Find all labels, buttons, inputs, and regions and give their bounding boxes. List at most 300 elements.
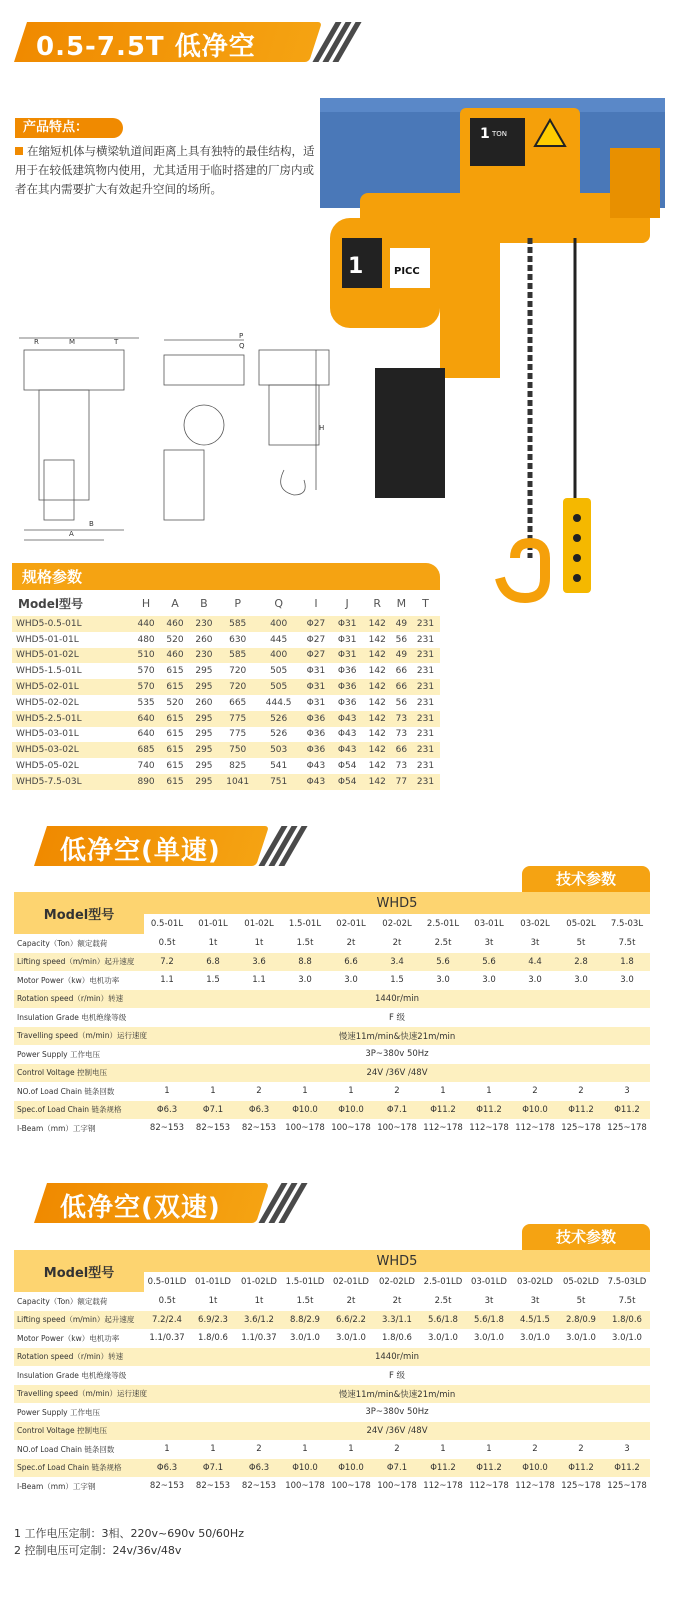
tech-value-cell: 82~153	[195, 1123, 231, 1134]
title-banner-dual-speed	[34, 1183, 294, 1223]
spec-value-cell: Φ31	[306, 697, 326, 708]
spec-model-cell: WHD5-01-01L	[16, 634, 79, 645]
tech-row	[14, 1008, 650, 1027]
tech-value-cell: 5.6	[420, 953, 466, 972]
spec-value-cell: 56	[395, 634, 408, 645]
spec-header-model: Model型号	[18, 596, 84, 611]
spec-value-cell: 541	[270, 761, 288, 772]
model-name-cell: 02-01LD	[328, 1272, 374, 1292]
tech-value-cell: 3.0/1.0	[428, 1333, 458, 1344]
feature-description: 在缩短机体与横梁轨道间距离上具有独特的最佳结构，适用于在较低建筑物内使用，尤其适用于临时搭建的厂房内或者在其内需要扩大有效起升空间的场所。	[15, 144, 315, 196]
tech-row-label: Spec.of Load Chain 链条规格	[14, 1101, 144, 1120]
tech-row	[14, 1101, 650, 1120]
tech-value-cell: 1.1/0.37	[149, 1333, 185, 1344]
spec-value-cell: Φ54	[337, 761, 357, 772]
tech-row-label: Rotation speed（r/min）转速	[14, 990, 144, 1009]
model-name-cell: 0.5-01LD	[144, 1272, 190, 1292]
tech-row	[14, 1292, 650, 1311]
tech-table-dual	[14, 1250, 650, 1496]
tech-value-cell: 112~178	[469, 1123, 509, 1134]
tech-value-cell: 1t	[254, 1296, 264, 1307]
tech-value-cell: 112~178	[423, 1123, 463, 1134]
svg-text:P: P	[239, 332, 244, 340]
spec-value-cell: 49	[392, 616, 411, 632]
spec-value-cell: 142	[363, 742, 392, 758]
spec-value-cell: 751	[257, 774, 300, 790]
tech-span-value: 3P~380v 50Hz	[365, 1049, 429, 1060]
tech-value-cell: 3.3/1.1	[374, 1311, 420, 1330]
spec-value-cell: 295	[189, 711, 218, 727]
tech-span-value: 24V /36V /48V	[144, 1064, 650, 1083]
tech-value-cell: 1	[210, 1444, 216, 1455]
spec-value-cell: 440	[132, 616, 161, 632]
spec-value-cell: 56	[395, 697, 408, 708]
model-name-cell: 05-02LD	[558, 1272, 604, 1292]
spec-value-cell: Φ54	[332, 774, 363, 790]
tech-value-cell: 1	[164, 1444, 170, 1455]
tech-row	[14, 1329, 650, 1348]
tech-value-cell: 1	[164, 1086, 170, 1097]
tech-value-cell: 3.0/1.0	[566, 1333, 596, 1344]
tech-section-single	[14, 866, 650, 1136]
spec-value-cell: 142	[363, 648, 392, 664]
tech-value-cell: 6.8	[190, 953, 236, 972]
spec-value-cell: 615	[166, 761, 184, 772]
tech-value-cell: Φ10.0	[328, 1101, 374, 1120]
model-name-cell: 1.5-01LD	[282, 1272, 328, 1292]
tech-value-cell: Φ6.3	[144, 1101, 190, 1120]
spec-value-cell: Φ31	[306, 666, 326, 677]
tech-value-cell: 82~153	[241, 1123, 277, 1134]
tech-row	[14, 1064, 650, 1083]
tech-value-cell: 4.4	[512, 953, 558, 972]
tech-value-cell: 1.8	[604, 953, 650, 972]
tech-value-cell: 3.0	[436, 975, 450, 986]
spec-value-cell: 73	[395, 729, 408, 740]
model-name-cell: 02-02LD	[374, 1272, 420, 1292]
tech-table-single	[14, 892, 650, 1138]
spec-row	[12, 679, 440, 695]
spec-value-cell: 295	[195, 729, 213, 740]
feature-text	[15, 142, 315, 199]
spec-value-cell: 615	[161, 774, 190, 790]
tech-row-label: Insulation Grade 电机绝缘等级	[17, 1370, 127, 1380]
model-name-cell: 05-02L	[558, 914, 604, 934]
spec-value-cell: 750	[218, 742, 257, 758]
tech-value-cell: 1.5	[206, 975, 220, 986]
spec-header-cell: B	[200, 596, 208, 610]
tech-value-cell: Φ10.0	[282, 1101, 328, 1120]
tech-value-cell: 1	[486, 1086, 492, 1097]
tech-value-cell: Φ10.0	[512, 1459, 558, 1478]
svg-text:R: R	[34, 338, 39, 346]
hoist-product-image	[320, 98, 665, 638]
tech-value-cell: 6.6/2.2	[328, 1311, 374, 1330]
spec-value-cell: 66	[395, 666, 408, 677]
spec-value-cell: 231	[411, 774, 440, 790]
tech-value-cell: Φ6.3	[236, 1459, 282, 1478]
spec-value-cell: 142	[363, 616, 392, 632]
tech-value-cell: 100~178	[331, 1481, 371, 1492]
tech-value-cell: 3.0/1.0	[474, 1333, 504, 1344]
tech-value-cell: 2t	[346, 938, 356, 949]
spec-model-cell: WHD5-05-02L	[16, 761, 79, 772]
tech-value-cell: 3.0/1.0	[520, 1333, 550, 1344]
spec-model-cell: WHD5-03-01L	[16, 729, 79, 740]
tech-span-value: 慢速11m/min&快速21m/min	[144, 1027, 650, 1046]
model-name-cell: 01-02L	[236, 914, 282, 934]
svg-text:M: M	[69, 338, 76, 346]
tech-value-cell: 2.5t	[434, 938, 452, 949]
tech-row-label: Capacity（Ton）额定载荷	[17, 1296, 108, 1306]
spec-value-cell: 615	[161, 679, 190, 695]
model-name-cell: 01-01L	[190, 914, 236, 934]
spec-value-cell: 295	[189, 742, 218, 758]
spec-value-cell: 615	[166, 729, 184, 740]
tech-value-cell: 2.5t	[434, 1296, 452, 1307]
spec-value-cell: 231	[416, 729, 435, 740]
spec-model-cell: WHD5-03-02L	[12, 742, 132, 758]
spec-value-cell: 775	[229, 729, 247, 740]
tech-value-cell: 6.9/2.3	[190, 1311, 236, 1330]
spec-value-cell: 535	[137, 697, 155, 708]
spec-header-cell: H	[141, 596, 151, 610]
spec-value-cell: 142	[363, 774, 392, 790]
svg-text:PICC: PICC	[394, 266, 420, 277]
tech-value-cell: 3.0	[482, 975, 496, 986]
tech-row	[14, 1311, 650, 1330]
tech-value-cell: 2t	[392, 1296, 402, 1307]
spec-value-cell: 570	[132, 679, 161, 695]
spec-value-cell: 640	[137, 729, 155, 740]
tech-span-value: F 级	[388, 1371, 406, 1382]
model-name-cell: 1.5-01L	[282, 914, 328, 934]
spec-row	[12, 616, 440, 632]
spec-row	[12, 695, 440, 711]
spec-value-cell: 740	[137, 761, 155, 772]
tech-value-cell: 82~153	[195, 1481, 231, 1492]
spec-row	[12, 727, 440, 743]
tech-value-cell: Φ11.2	[420, 1101, 466, 1120]
tech-value-cell: 82~153	[241, 1481, 277, 1492]
spec-value-cell: 231	[416, 761, 435, 772]
tech-value-cell: Φ11.2	[604, 1459, 650, 1478]
spec-row	[12, 758, 440, 774]
tech-value-cell: Φ10.0	[328, 1459, 374, 1478]
tech-value-cell: 3t	[530, 1296, 540, 1307]
tech-row-label: Control Voltage 控制电压	[14, 1422, 144, 1441]
tech-value-cell: 2	[256, 1444, 262, 1455]
spec-model-cell: WHD5-1.5-01L	[16, 666, 82, 677]
spec-value-cell: 510	[132, 648, 161, 664]
svg-text:Q: Q	[239, 342, 245, 350]
tech-row	[14, 1045, 650, 1064]
spec-value-cell: Φ31	[332, 648, 363, 664]
note-2: 2 控制电压可定制：24v/36v/48v	[14, 1544, 182, 1557]
spec-value-cell: Φ36	[337, 666, 357, 677]
spec-title: 规格参数	[22, 568, 83, 586]
spec-value-cell: 480	[137, 634, 155, 645]
tech-value-cell: 2	[532, 1444, 538, 1455]
tech-value-cell: 3.0	[620, 975, 634, 986]
tech-value-cell: 3t	[484, 1296, 494, 1307]
tech-value-cell: 2	[394, 1086, 400, 1097]
tech-value-cell: Φ10.0	[512, 1101, 558, 1120]
tech-value-cell: 3.0	[528, 975, 542, 986]
tech-value-cell: 1	[302, 1444, 308, 1455]
spec-value-cell: 295	[189, 774, 218, 790]
tech-row-label: Spec.of Load Chain 链条规格	[14, 1459, 144, 1478]
tech-value-cell: Φ11.2	[420, 1459, 466, 1478]
tech-value-cell: 2t	[346, 1296, 356, 1307]
tech-value-cell: 100~178	[377, 1481, 417, 1492]
spec-value-cell: 520	[166, 634, 184, 645]
spec-value-cell: 615	[166, 666, 184, 677]
spec-value-cell: 230	[189, 648, 218, 664]
tech-value-cell: 112~178	[469, 1481, 509, 1492]
spec-value-cell: 73	[392, 711, 411, 727]
notes	[14, 1525, 244, 1559]
tech-row	[14, 953, 650, 972]
spec-model-cell: WHD5-7.5-03L	[12, 774, 132, 790]
model-name-cell: 03-02LD	[512, 1272, 558, 1292]
spec-value-cell: 444.5	[265, 697, 292, 708]
series-label: WHD5	[144, 1250, 650, 1272]
spec-table	[12, 590, 440, 790]
spec-value-cell: 142	[363, 679, 392, 695]
tech-span-value: 慢速11m/min&快速21m/min	[144, 1385, 650, 1404]
spec-header-cell: A	[171, 596, 179, 610]
spec-value-cell: 1041	[218, 774, 257, 790]
tech-row-label: Travelling speed（m/min）运行速度	[14, 1027, 144, 1046]
spec-value-cell: 295	[195, 666, 213, 677]
spec-value-cell: 260	[195, 697, 213, 708]
tech-header-row	[14, 1250, 650, 1272]
tech-value-cell: 7.2/2.4	[144, 1311, 190, 1330]
spec-value-cell: Φ27	[300, 648, 331, 664]
tech-value-cell: 6.6	[328, 953, 374, 972]
tech-value-cell: Φ7.1	[190, 1459, 236, 1478]
tech-row	[14, 1440, 650, 1459]
tech-row-label: I-Beam（mm）工字钢	[17, 1123, 96, 1133]
tech-row	[14, 1348, 650, 1367]
tech-value-cell: 3.4	[374, 953, 420, 972]
spec-value-cell: 460	[161, 648, 190, 664]
tech-value-cell: 1.8/0.6	[198, 1333, 228, 1344]
spec-value-cell: 520	[166, 697, 184, 708]
tech-row-label: Power Supply 工作电压	[17, 1407, 101, 1417]
tech-value-cell: 3t	[484, 938, 494, 949]
tech-value-cell: 0.5t	[158, 1296, 176, 1307]
banner-title: 低净空(双速)	[60, 1193, 221, 1223]
spec-row	[12, 632, 440, 648]
model-name-cell: 7.5-03L	[604, 914, 650, 934]
tech-value-cell: Φ6.3	[236, 1101, 282, 1120]
spec-value-cell: 890	[132, 774, 161, 790]
tech-row-label: Control Voltage 控制电压	[14, 1064, 144, 1083]
spec-value-cell: 77	[392, 774, 411, 790]
tech-value-cell: 112~178	[423, 1481, 463, 1492]
spec-value-cell: 503	[257, 742, 300, 758]
spec-value-cell: 825	[229, 761, 247, 772]
spec-value-cell: 66	[392, 679, 411, 695]
spec-header-cell: I	[314, 596, 318, 610]
tech-value-cell: Φ7.1	[190, 1101, 236, 1120]
spec-value-cell: Φ36	[300, 742, 331, 758]
tech-span-value: 1440r/min	[144, 990, 650, 1009]
model-name-cell: 01-01LD	[190, 1272, 236, 1292]
spec-value-cell: 142	[368, 666, 386, 677]
tech-value-cell: 7.5t	[618, 938, 636, 949]
spec-value-cell: Φ27	[306, 634, 326, 645]
spec-value-cell: 142	[363, 711, 392, 727]
tech-span-value: 3P~380v 50Hz	[365, 1407, 429, 1418]
tech-value-cell: 8.8/2.9	[282, 1311, 328, 1330]
spec-value-cell: 295	[189, 679, 218, 695]
spec-value-cell: 231	[411, 679, 440, 695]
tech-value-cell: 3	[624, 1086, 630, 1097]
spec-row	[12, 742, 440, 758]
banner-title: 低净空(单速)	[60, 836, 221, 866]
spec-value-cell: 775	[218, 711, 257, 727]
spec-value-cell: 231	[411, 711, 440, 727]
tech-value-cell: 2	[256, 1086, 262, 1097]
tech-value-cell: 125~178	[561, 1481, 601, 1492]
spec-value-cell: 505	[270, 666, 288, 677]
tech-value-cell: 1.8/0.6	[382, 1333, 412, 1344]
model-name-cell: 03-02L	[512, 914, 558, 934]
spec-value-cell: 685	[132, 742, 161, 758]
spec-value-cell: Φ43	[332, 742, 363, 758]
spec-model-cell: WHD5-2.5-01L	[12, 711, 132, 727]
model-name-cell: 02-01L	[328, 914, 374, 934]
tech-value-cell: 1	[440, 1444, 446, 1455]
tech-value-cell: Φ10.0	[282, 1459, 328, 1478]
bullet-square-icon	[15, 147, 23, 155]
tech-value-cell: 5.6/1.8	[466, 1311, 512, 1330]
tech-span-value: 1440r/min	[144, 1348, 650, 1367]
spec-value-cell: 505	[257, 679, 300, 695]
spec-model-cell: WHD5-01-02L	[12, 648, 132, 664]
model-name-cell: 2.5-01LD	[420, 1272, 466, 1292]
tech-value-cell: Φ11.2	[604, 1101, 650, 1120]
spec-value-cell: 231	[411, 742, 440, 758]
spec-value-cell: Φ36	[306, 729, 326, 740]
tech-row-label: Lifting speed（m/min）起升速度	[14, 1311, 144, 1330]
tech-value-cell: 112~178	[515, 1123, 555, 1134]
spec-row	[12, 648, 440, 664]
spec-header-cell: R	[373, 596, 382, 610]
title-banner-single-speed	[34, 826, 294, 866]
spec-value-cell: Φ36	[300, 711, 331, 727]
tech-row-label: I-Beam（mm）工字钢	[17, 1481, 96, 1491]
spec-value-cell: 231	[416, 634, 435, 645]
spec-header-cell: P	[234, 596, 241, 610]
spec-value-cell: 231	[411, 648, 440, 664]
tech-row	[14, 990, 650, 1009]
tech-row	[14, 1477, 650, 1496]
spec-row	[12, 774, 440, 790]
tech-value-cell: 3.0	[298, 975, 312, 986]
tech-value-cell: 100~178	[285, 1123, 325, 1134]
spec-value-cell: 230	[189, 616, 218, 632]
svg-text:1: 1	[480, 126, 490, 142]
spec-value-cell: 585	[218, 616, 257, 632]
tech-value-cell: 2.8/0.9	[558, 1311, 604, 1330]
tech-value-cell: 82~153	[149, 1123, 185, 1134]
model-name-cell: 03-01L	[466, 914, 512, 934]
svg-text:B: B	[89, 520, 94, 528]
tech-value-cell: 1.5t	[296, 1296, 314, 1307]
tech-row-label: Capacity（Ton）额定载荷	[17, 938, 108, 948]
model-name-cell: 03-01LD	[466, 1272, 512, 1292]
tech-row	[14, 1119, 650, 1138]
title-banner-main	[14, 22, 344, 62]
tech-value-cell: 3t	[530, 938, 540, 949]
tech-value-cell: 1.1/0.37	[241, 1333, 277, 1344]
tech-row	[14, 1082, 650, 1101]
tech-row	[14, 1366, 650, 1385]
tech-value-cell: 5.6/1.8	[420, 1311, 466, 1330]
spec-value-cell: 615	[161, 711, 190, 727]
tech-row	[14, 1385, 650, 1404]
tech-value-cell: 3	[624, 1444, 630, 1455]
model-name-cell: 02-02L	[374, 914, 420, 934]
spec-model-cell: WHD5-02-01L	[12, 679, 132, 695]
spec-value-cell: 49	[392, 648, 411, 664]
tech-value-cell: 7.2	[144, 953, 190, 972]
tech-value-cell: 5t	[576, 1296, 586, 1307]
tech-row-label: NO.of Load Chain 链条回数	[17, 1444, 115, 1454]
spec-value-cell: 585	[218, 648, 257, 664]
tech-row-label: Motor Power（kw）电机功率	[17, 1333, 120, 1343]
tech-value-cell: 125~178	[607, 1481, 647, 1492]
tech-value-cell: 0.5t	[158, 938, 176, 949]
tech-value-cell: 100~178	[331, 1123, 371, 1134]
spec-value-cell: 142	[368, 697, 386, 708]
tech-tag: 技术参数	[522, 1224, 650, 1250]
tech-value-cell: 3.0	[344, 975, 358, 986]
tech-value-cell: 2.8	[558, 953, 604, 972]
tech-value-cell: 3.6/1.2	[236, 1311, 282, 1330]
spec-value-cell: Φ27	[300, 616, 331, 632]
spec-value-cell: 400	[257, 648, 300, 664]
spec-row	[12, 663, 440, 679]
tech-value-cell: 2t	[392, 938, 402, 949]
tech-value-cell: 1.5	[390, 975, 404, 986]
spec-value-cell: 460	[161, 616, 190, 632]
tech-header-row	[14, 892, 650, 914]
model-name-cell: 2.5-01L	[420, 914, 466, 934]
spec-value-cell: 142	[368, 729, 386, 740]
svg-text:H: H	[319, 424, 325, 432]
spec-value-cell: Φ31	[337, 634, 357, 645]
tech-row	[14, 1027, 650, 1046]
tech-row	[14, 1422, 650, 1441]
tech-row-label: NO.of Load Chain 链条回数	[17, 1086, 115, 1096]
tech-value-cell: 1t	[208, 1296, 218, 1307]
model-label: Model型号	[14, 892, 144, 934]
tech-value-cell: 1	[302, 1086, 308, 1097]
tech-value-cell: 2	[578, 1444, 584, 1455]
tech-value-cell: 82~153	[149, 1481, 185, 1492]
spec-value-cell: 231	[411, 616, 440, 632]
tech-value-cell: 3.0/1.0	[612, 1333, 642, 1344]
spec-value-cell: 66	[392, 742, 411, 758]
tech-value-cell: 100~178	[285, 1481, 325, 1492]
dimension-drawing	[14, 330, 334, 545]
spec-value-cell: Φ43	[306, 761, 326, 772]
